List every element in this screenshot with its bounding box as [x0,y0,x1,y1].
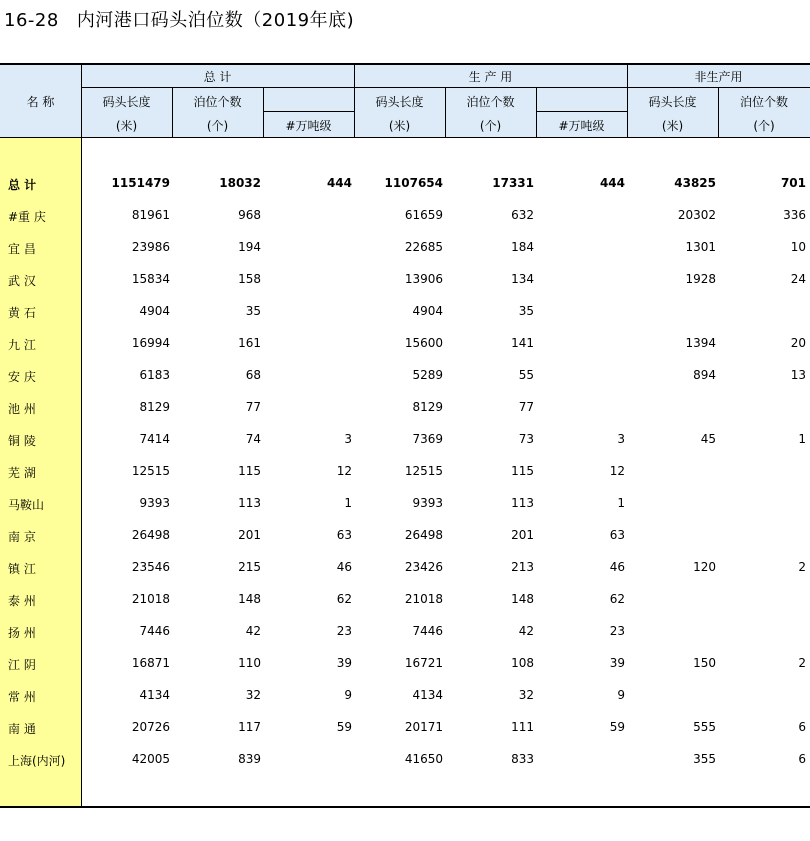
table-row [0,648,810,680]
cell-value: 46 [336,560,352,574]
row-name: 马鞍山 [8,498,45,512]
cell-value: 24 [790,272,806,286]
cell-value: 20302 [677,208,716,222]
table-row [0,392,810,424]
cell-value: 13906 [404,272,443,286]
cell-value: 1 [798,432,806,446]
cell-value: 113 [511,496,534,510]
cell-value: 1928 [685,272,716,286]
cell-value: 110 [238,656,261,670]
cell-value: 1301 [685,240,716,254]
cell-value: 8129 [139,400,170,414]
table-row [0,456,810,488]
cell-value: 61659 [404,208,443,222]
cell-value: 12515 [131,464,170,478]
row-name: 泰 州 [8,594,36,608]
cell-value: 161 [238,336,261,350]
header-unit: (米) [115,119,138,133]
cell-value: 15834 [131,272,170,286]
cell-value: 115 [511,464,534,478]
cell-value: 41650 [404,752,443,766]
cell-value: 23 [609,624,625,638]
cell-value: 73 [518,432,534,446]
cell-value: 23 [336,624,352,638]
cell-value: 4904 [412,304,443,318]
table-number: 16-28 [4,10,59,31]
cell-value: 7414 [139,432,170,446]
cell-value: 20726 [131,720,170,734]
cell-value: 833 [511,752,534,766]
row-name: #重 庆 [8,210,46,224]
row-name: 镇 江 [8,562,36,576]
cell-value: 148 [238,592,261,606]
cell-value: 43825 [674,176,716,190]
cell-value: 62 [609,592,625,606]
cell-value: 7446 [412,624,443,638]
cell-value: 23426 [404,560,443,574]
row-name: 南 通 [8,722,36,736]
cell-value: 555 [693,720,716,734]
table-row [0,744,810,776]
cell-value: 20171 [404,720,443,734]
row-name: 扬 州 [8,626,36,640]
page-title [4,6,354,32]
header-unit: (个) [753,119,775,133]
cell-value: 150 [693,656,716,670]
cell-value: 16994 [131,336,170,350]
cell-value: 4904 [139,304,170,318]
header-wharf-length: 码头长度 [102,95,151,109]
header-unit: (个) [479,119,502,133]
cell-value: 894 [693,368,716,382]
cell-value: 77 [518,400,534,414]
cell-value: 21018 [404,592,443,606]
cell-value: 10 [790,240,806,254]
header-berths: 泊位个数 [193,95,242,109]
table-row [0,488,810,520]
cell-value: 115 [238,464,261,478]
cell-value: 120 [693,560,716,574]
table-row [0,424,810,456]
header-wharf-length: 码头长度 [375,95,424,109]
header-wan-ton: #万吨级 [558,119,605,133]
cell-value: 17331 [492,176,534,190]
cell-value: 9 [344,688,352,702]
header-wan-ton: #万吨级 [285,119,332,133]
cell-value: 117 [238,720,261,734]
cell-value: 12 [336,464,352,478]
table-row [0,328,810,360]
cell-value: 59 [609,720,625,734]
row-name: 南 京 [8,530,36,544]
table-title: 内河港口码头泊位数（2019年底) [76,10,355,31]
table-row [0,552,810,584]
cell-value: 3 [344,432,352,446]
cell-value: 9393 [412,496,443,510]
cell-value: 839 [238,752,261,766]
cell-value: 16721 [404,656,443,670]
header-berths: 泊位个数 [739,95,788,109]
row-name: 江 阴 [8,658,36,672]
cell-value: 26498 [404,528,443,542]
cell-value: 201 [238,528,261,542]
cell-value: 113 [238,496,261,510]
cell-value: 194 [238,240,261,254]
cell-value: 6 [798,752,806,766]
sub-rule-total [263,111,354,112]
cell-value: 134 [511,272,534,286]
cell-value: 213 [511,560,534,574]
cell-value: 141 [511,336,534,350]
row-name: 总 计 [8,178,37,192]
cell-value: 6183 [139,368,170,382]
header-unit: (个) [206,119,229,133]
cell-value: 111 [511,720,534,734]
cell-value: 201 [511,528,534,542]
cell-value: 968 [238,208,261,222]
cell-value: 18032 [219,176,261,190]
bottom-rule [0,806,810,808]
cell-value: 32 [518,688,534,702]
cell-value: 158 [238,272,261,286]
cell-value: 23986 [131,240,170,254]
cell-value: 63 [609,528,625,542]
row-name: 芜 湖 [8,466,36,480]
cell-value: 22685 [404,240,443,254]
header-group-nonproduction: 非生产用 [694,70,743,84]
cell-value: 355 [693,752,716,766]
cell-value: 12 [609,464,625,478]
cell-value: 74 [245,432,261,446]
table-row [0,296,810,328]
cell-value: 444 [599,176,625,190]
cell-value: 13 [790,368,806,382]
cell-value: 46 [609,560,625,574]
table-row [0,680,810,712]
cell-value: 632 [511,208,534,222]
cell-value: 1151479 [111,176,170,190]
cell-value: 26498 [131,528,170,542]
header-group-total: 总 计 [203,70,232,84]
total-row [0,168,810,200]
row-name: 上海(内河) [8,754,66,768]
cell-value: 1 [617,496,625,510]
cell-value: 35 [518,304,534,318]
header-name: 名 称 [26,95,55,109]
cell-value: 68 [245,368,261,382]
cell-value: 35 [245,304,261,318]
table-row [0,360,810,392]
cell-value: 15600 [404,336,443,350]
cell-value: 1394 [685,336,716,350]
row-name: 常 州 [8,690,36,704]
sub-rule-production [536,111,627,112]
cell-value: 215 [238,560,261,574]
cell-value: 39 [336,656,352,670]
cell-value: 81961 [131,208,170,222]
cell-value: 9393 [139,496,170,510]
cell-value: 4134 [412,688,443,702]
header-wharf-length: 码头长度 [648,95,697,109]
cell-value: 1107654 [384,176,443,190]
header-bottom-rule [0,137,810,138]
cell-value: 9 [617,688,625,702]
row-name: 铜 陵 [8,434,36,448]
cell-value: 12515 [404,464,443,478]
cell-value: 62 [336,592,352,606]
header-unit: (米) [661,119,684,133]
table-row [0,616,810,648]
cell-value: 21018 [131,592,170,606]
cell-value: 1 [344,496,352,510]
row-name: 黄 石 [8,306,36,320]
cell-value: 7369 [412,432,443,446]
cell-value: 3 [617,432,625,446]
cell-value: 6 [798,720,806,734]
row-name: 武 汉 [8,274,36,288]
cell-value: 108 [511,656,534,670]
row-name: 九 江 [8,338,36,352]
cell-value: 2 [798,656,806,670]
table-row [0,712,810,744]
cell-value: 32 [245,688,261,702]
cell-value: 444 [326,176,352,190]
cell-value: 20 [790,336,806,350]
cell-value: 4134 [139,688,170,702]
cell-value: 63 [336,528,352,542]
cell-value: 42005 [131,752,170,766]
header-unit: (米) [388,119,411,133]
cell-value: 2 [798,560,806,574]
cell-value: 42 [518,624,534,638]
header-group-production: 生 产 用 [468,70,513,84]
cell-value: 77 [245,400,261,414]
berth-table [0,63,810,808]
row-name: 安 庆 [8,370,36,384]
cell-value: 55 [518,368,534,382]
table-row [0,584,810,616]
cell-value: 45 [700,432,716,446]
header-berths: 泊位个数 [466,95,515,109]
cell-value: 336 [783,208,806,222]
cell-value: 59 [336,720,352,734]
top-rule [0,63,810,65]
cell-value: 42 [245,624,261,638]
row-name: 宜 昌 [8,242,36,256]
cell-value: 8129 [412,400,443,414]
cell-value: 5289 [412,368,443,382]
table-row [0,520,810,552]
cell-value: 184 [511,240,534,254]
row-name: 池 州 [8,402,36,416]
table-row [0,264,810,296]
cell-value: 701 [780,176,806,190]
cell-value: 23546 [131,560,170,574]
cell-value: 16871 [131,656,170,670]
cell-value: 148 [511,592,534,606]
table-row [0,232,810,264]
cell-value: 39 [609,656,625,670]
table-row [0,200,810,232]
cell-value: 7446 [139,624,170,638]
